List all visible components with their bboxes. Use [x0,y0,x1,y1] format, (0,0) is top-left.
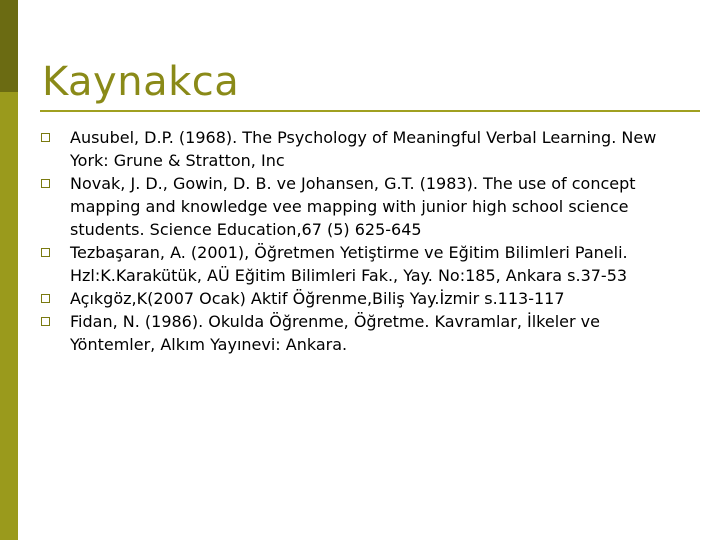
square-bullet-icon [41,133,50,142]
reference-item [40,241,680,287]
square-bullet-icon [41,294,50,303]
reference-item [40,172,680,241]
title-underline [40,110,700,112]
reference-text: Ausubel, D.P. (1968). The Psychology of Meaningful Verbal Learning. New York: Grune & Stratton, Inc [70,128,657,170]
slide-title: Kaynakca [42,59,240,105]
square-bullet-icon [41,179,50,188]
reference-item [40,126,680,172]
reference-list [40,126,680,356]
reference-text: Açıkgöz,K(2007 Ocak) Aktif Öğrenme,Biliş Yay.İzmir s.113-117 [70,289,565,308]
reference-text: Novak, J. D., Gowin, D. B. ve Johansen, G.T. (1983). The use of concept mapping and knowledge vee mapping with junior high school science students. Science Education,67 (5) 625-645 [70,174,636,239]
reference-text: Fidan, N. (1986). Okulda Öğrenme, Öğretme. Kavramlar, İlkeler ve Yöntemler, Alkım Yayınevi: Ankara. [70,312,600,354]
reference-text: Tezbaşaran, A. (2001), Öğretmen Yetiştirme ve Eğitim Bilimleri Paneli. Hzl:K.Karakütük, AÜ Eğitim Bilimleri Fak., Yay. No:185, Ankara s.37-53 [70,243,628,285]
reference-item [40,310,680,356]
left-accent-bar-top [0,0,18,92]
reference-item [40,287,680,310]
square-bullet-icon [41,317,50,326]
square-bullet-icon [41,248,50,257]
